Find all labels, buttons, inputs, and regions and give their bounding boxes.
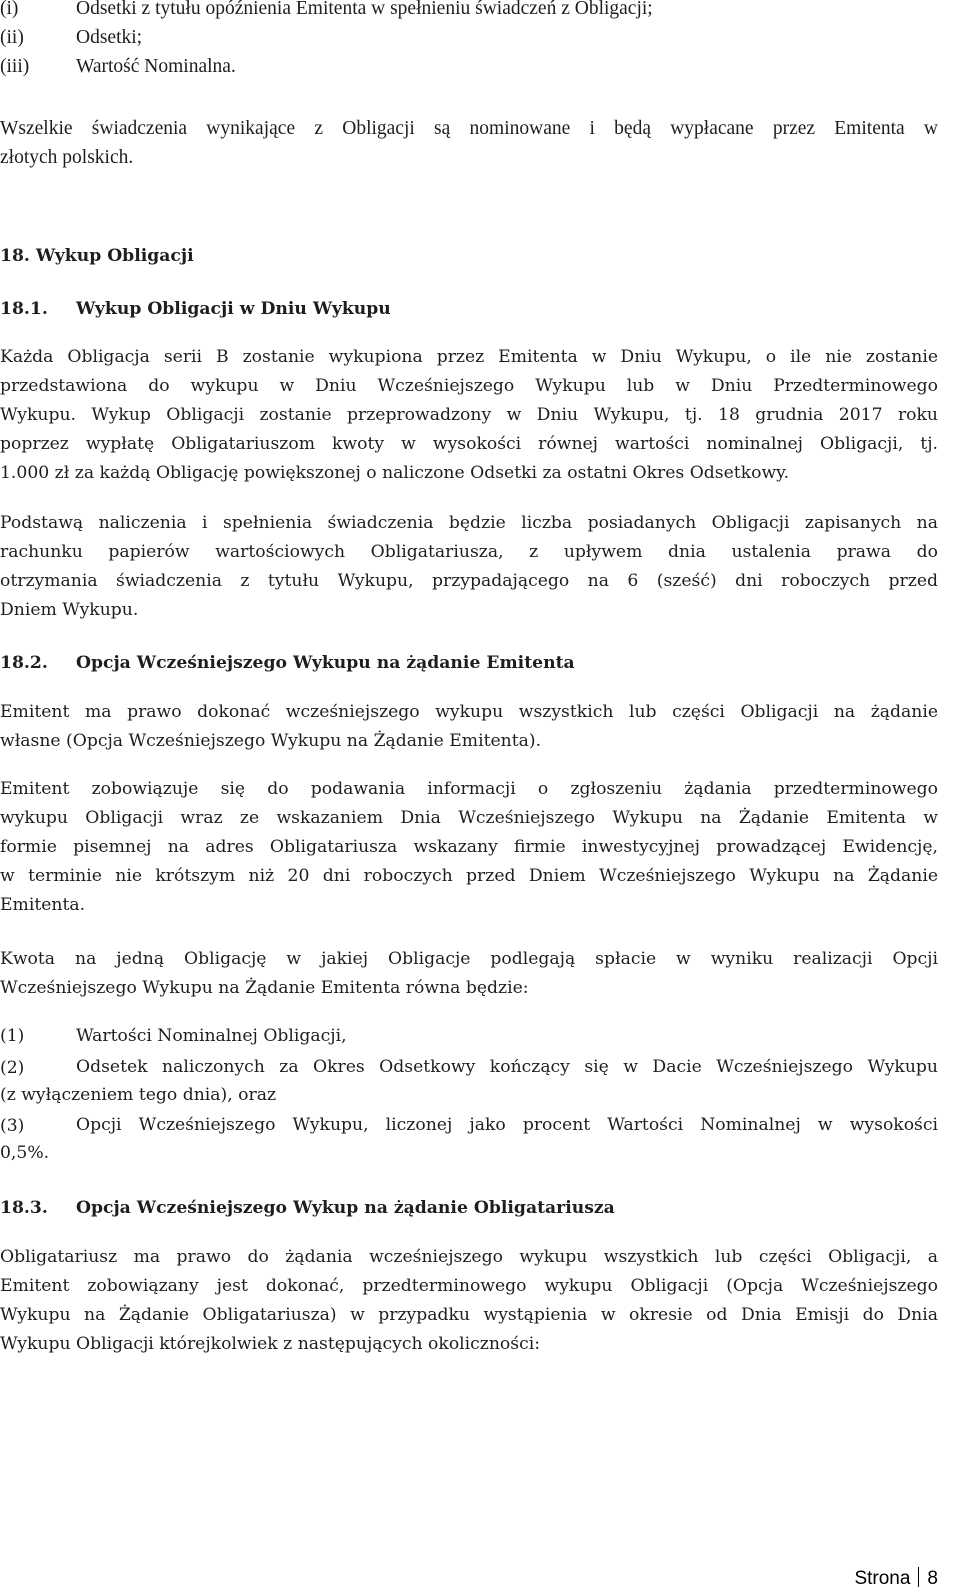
page-number: 8	[927, 1568, 938, 1589]
paragraph-18-2-a	[0, 698, 938, 756]
section-number: 18.3.	[0, 1198, 48, 1218]
item-text-continued: (z wyłączeniem tego dnia), oraz	[0, 1085, 277, 1105]
paragraph-line: Emitent ma prawo dokonać wcześniejszego wykupu wszystkich lub części Obligacji na żądanie	[0, 702, 938, 722]
section-heading-18	[0, 244, 194, 268]
paragraph-line: Emitent zobowiązany jest dokonać, przedterminowego wykupu Obligacji (Opcja Wcześniejszego	[0, 1276, 938, 1296]
paragraph-line: własne (Opcja Wcześniejszego Wykupu na Żądanie Emitenta).	[0, 731, 542, 751]
paragraph-line: 1.000 zł za każdą Obligację powiększonej o naliczone Odsetki za ostatni Okres Odsetkowy.	[0, 463, 790, 483]
paragraph-line: Emitent zobowiązuje się do podawania informacji o zgłoszeniu żądania przedterminowego	[0, 779, 938, 799]
item-text-continued: 0,5%.	[0, 1143, 50, 1163]
list-number: (ii)	[0, 27, 24, 48]
section-title: Opcja Wcześniejszego Wykup na żądanie Obligatariusza	[76, 1198, 615, 1218]
item-number: (3)	[0, 1116, 25, 1136]
list-text: Wartość Nominalna.	[76, 56, 236, 77]
paragraph-line: Emitenta.	[0, 895, 86, 915]
paragraph-line: formie pisemnej na adres Obligatariusza wskazany firmie inwestycyjnej prowadzącej Ewidencję,	[0, 837, 938, 857]
page-footer	[854, 1567, 938, 1590]
paragraph-line: Wszelkie świadczenia wynikające z Obligacji są nominowane i będą wypłacane przez Emitenta w	[0, 118, 938, 139]
paragraph-line: wykupu Obligacji wraz ze wskazaniem Dnia Wcześniejszego Wykupu na Żądanie Emitenta w	[0, 808, 938, 828]
section-title: Wykup Obligacji w Dniu Wykupu	[76, 299, 391, 319]
paragraph-line: Wykupu na Żądanie Obligatariusza) w przypadku wystąpienia w okresie od Dnia Emisji do Dnia	[0, 1305, 938, 1325]
paragraph-line: poprzez wypłatę Obligatariuszom kwoty w wysokości równej wartości nominalnej Obligacji, tj.	[0, 434, 938, 454]
paragraph-18-2-b	[0, 775, 938, 920]
paragraph-line: Każda Obligacja serii B zostanie wykupiona przez Emitenta w Dniu Wykupu, o ile nie zostanie	[0, 347, 938, 367]
paragraph-line: Podstawą naliczenia i spełnienia świadczenia będzie liczba posiadanych Obligacji zapisanych na	[0, 513, 938, 533]
paragraph-18-1-a	[0, 343, 938, 488]
item-text: Wartości Nominalnej Obligacji,	[76, 1026, 347, 1046]
section-number: 18.2.	[0, 653, 48, 673]
item-text: Odsetek naliczonych za Okres Odsetkowy kończący się w Dacie Wcześniejszego Wykupu	[76, 1057, 938, 1077]
list-number: (i)	[0, 0, 19, 19]
paragraph-line: złotych polskich.	[0, 147, 134, 168]
item-text: Opcji Wcześniejszego Wykupu, liczonej jako procent Wartości Nominalnej w wysokości	[76, 1115, 938, 1135]
item-number: (1)	[0, 1026, 25, 1046]
paragraph-line: przedstawiona do wykupu w Dniu Wcześniejszego Wykupu lub w Dniu Przedterminowego	[0, 376, 938, 396]
section-number: 18.1.	[0, 299, 48, 319]
item-number: (2)	[0, 1058, 25, 1078]
paragraph-line: Obligatariusz ma prawo do żądania wcześniejszego wykupu wszystkich lub części Obligacji, a	[0, 1247, 938, 1267]
footer-label: Strona	[854, 1568, 911, 1589]
list-text: Odsetki z tytułu opóźnienia Emitenta w spełnieniu świadczeń z Obligacji;	[76, 0, 653, 19]
paragraph-line: w terminie nie krótszym niż 20 dni roboczych przed Dniem Wcześniejszego Wykupu na Żądanie	[0, 866, 938, 886]
paragraph-line: Wykupu Obligacji którejkolwiek z następujących okoliczności:	[0, 1334, 540, 1354]
paragraph-line: Wykupu. Wykup Obligacji zostanie przeprowadzony w Dniu Wykupu, tj. 18 grudnia 2017 roku	[0, 405, 938, 425]
footer-divider	[918, 1567, 919, 1587]
paragraph-line: Wcześniejszego Wykupu na Żądanie Emitenta równa będzie:	[0, 978, 529, 998]
paragraph-18-2-c	[0, 945, 938, 1003]
paragraph-18-3-a	[0, 1243, 938, 1359]
paragraph-line: rachunku papierów wartościowych Obligatariusza, z upływem dnia ustalenia prawa do	[0, 542, 938, 562]
section-title: Opcja Wcześniejszego Wykupu na żądanie Emitenta	[76, 653, 575, 673]
paragraph-line: Kwota na jedną Obligację w jakiej Obligacje podlegają spłacie w wyniku realizacji Opcji	[0, 949, 938, 969]
list-text: Odsetki;	[76, 27, 143, 48]
list-number: (iii)	[0, 56, 30, 77]
paragraph-18-1-b	[0, 509, 938, 625]
paragraph-line: Dniem Wykupu.	[0, 600, 139, 620]
paragraph-line: otrzymania świadczenia z tytułu Wykupu, przypadającego na 6 (sześć) dni roboczych przed	[0, 571, 938, 591]
section-title: 18. Wykup Obligacji	[0, 246, 194, 266]
intro-paragraph	[0, 114, 938, 172]
